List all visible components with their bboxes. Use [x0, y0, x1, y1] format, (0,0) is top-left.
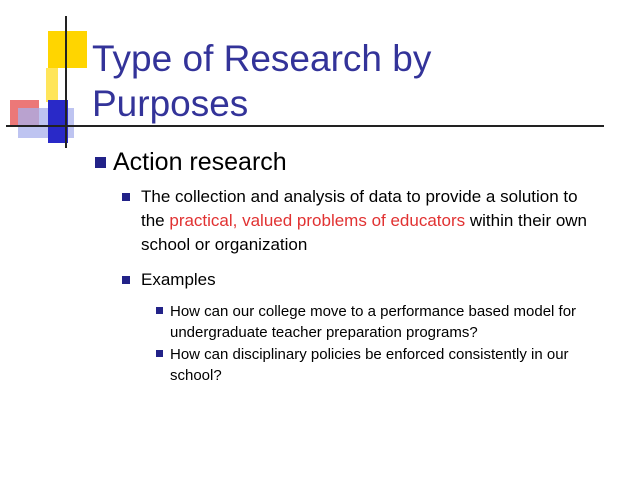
bullet-description — [141, 185, 601, 257]
bullet-action-research: Action research — [113, 148, 287, 176]
description-text-end: within their own school or organization — [141, 211, 588, 254]
square-bullet-icon — [156, 350, 163, 357]
square-bullet-icon — [122, 193, 130, 201]
example-item-2: How can disciplinary policies be enforced consistently in our school? — [170, 346, 569, 384]
decor-yellow-strip — [46, 68, 58, 102]
description-highlight: practical, valued problems of educators — [169, 211, 466, 230]
slide-title-line2: Purposes — [92, 83, 249, 124]
square-bullet-icon — [95, 157, 106, 168]
slide-title — [92, 36, 431, 126]
description-text: The collection and analysis of data to provide a solution to the — [141, 187, 578, 230]
decor-vertical-line — [65, 16, 67, 148]
square-bullet-icon — [156, 307, 163, 314]
square-bullet-icon — [122, 276, 130, 284]
slide-title-line1: Type of Research by — [92, 38, 432, 79]
decor-yellow-block — [48, 31, 87, 68]
bullet-examples: Examples — [141, 270, 216, 289]
example-item-1: How can our college move to a performance based model for undergraduate teacher preparation programs? — [170, 303, 577, 341]
